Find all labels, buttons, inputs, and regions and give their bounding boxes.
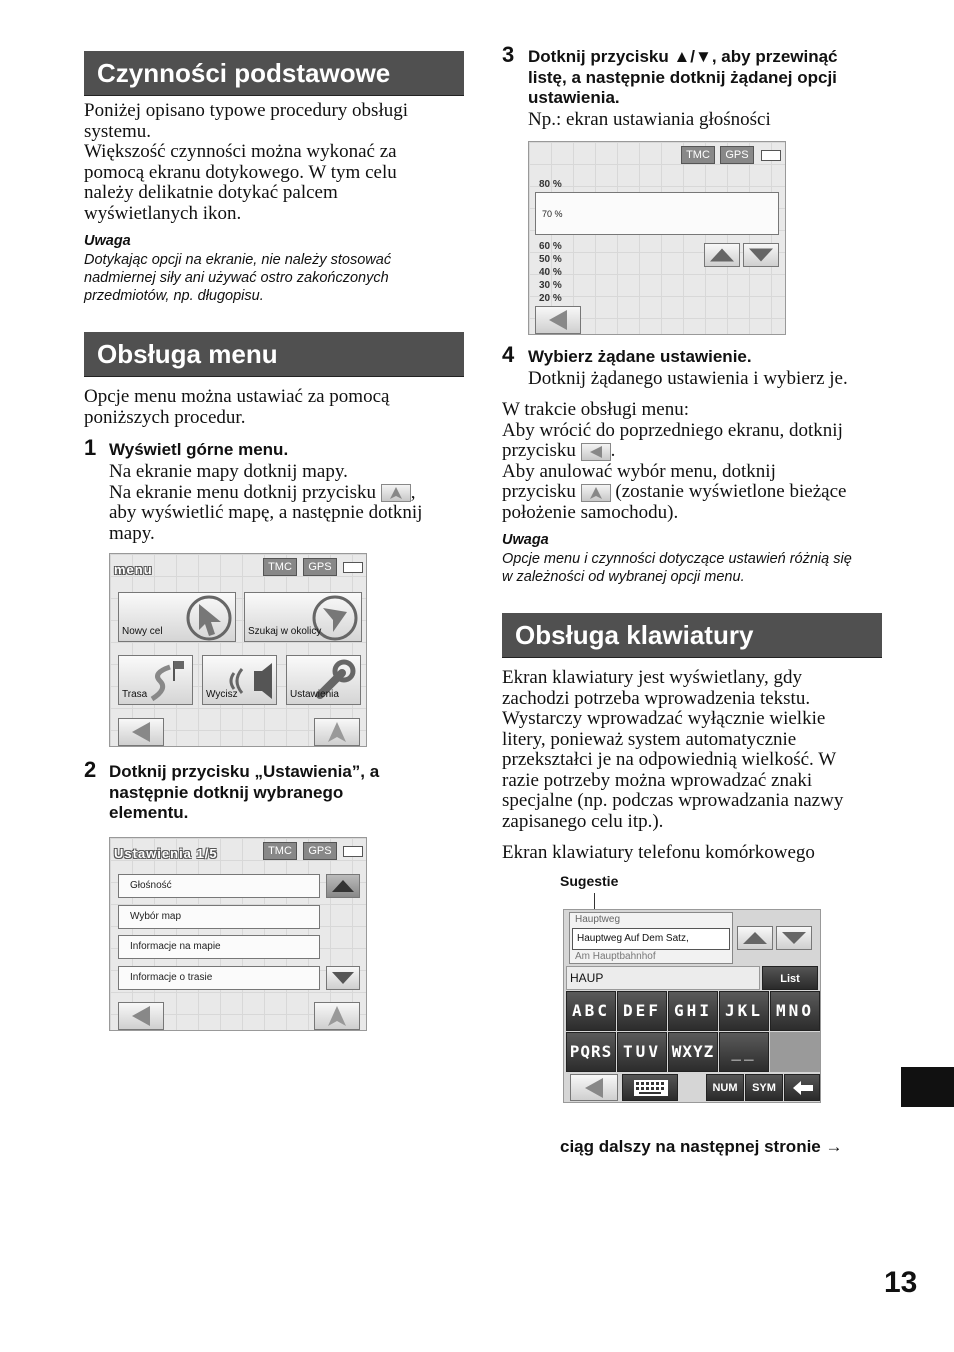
key-wxyz[interactable]: WXYZ xyxy=(668,1032,718,1072)
tile-label: Nowy cel xyxy=(122,626,163,637)
screen-title: Ustawienia 1/5 xyxy=(114,846,218,861)
tmc-badge: TMC xyxy=(263,558,297,576)
backspace-button[interactable] xyxy=(784,1074,820,1101)
section-header-menu-operation: Obsługa menu xyxy=(84,332,464,377)
tile-label: Trasa xyxy=(122,689,148,700)
text-line: ustawienia. xyxy=(528,88,620,107)
mute-tile[interactable] xyxy=(202,655,277,705)
text-line: litery, ponieważ system automatycznie xyxy=(502,728,797,750)
text-span: przycisku xyxy=(502,440,576,461)
step-number: 1 xyxy=(84,435,97,460)
settings-row-map-info[interactable]: Informacje na mapie xyxy=(118,935,320,959)
triangle-down-icon xyxy=(332,972,354,984)
note-line: Opcje menu i czynności dotyczące ustawień różnią się xyxy=(502,551,852,567)
step4-text: Dotknij żądanego ustawienia i wybierz je. xyxy=(528,368,848,389)
text-span: (zostanie wyświetlone bieżące xyxy=(615,481,847,502)
note-line: nadmiernej siły ani używać ostro zakończonych xyxy=(84,270,389,286)
gps-badge: GPS xyxy=(303,842,337,860)
key-space[interactable]: __ xyxy=(719,1032,769,1072)
note-line: Dotykając opcji na ekranie, nie należy stosować xyxy=(84,252,392,268)
scroll-down-button[interactable] xyxy=(776,926,812,950)
route-flag-icon xyxy=(148,659,188,703)
continued-on-next-page: ciąg dalszy na następnej stronie → xyxy=(560,1137,843,1156)
text-span: przycisku xyxy=(502,481,576,502)
arrow-left-icon xyxy=(132,722,150,742)
volume-level: 50 % xyxy=(539,254,562,265)
volume-level: 60 % xyxy=(539,241,562,252)
section-header-keyboard: Obsługa klawiatury xyxy=(502,613,882,658)
text-line: Ekran klawiatury jest wyświetlany, gdy xyxy=(502,667,803,688)
key-ghi[interactable]: GHI xyxy=(668,991,718,1031)
note-title: Uwaga xyxy=(84,233,131,249)
step2-text xyxy=(109,762,469,824)
text-line: poniższych procedur. xyxy=(84,406,246,428)
text-input[interactable]: HAUP xyxy=(566,966,760,990)
volume-screenshot xyxy=(528,141,786,335)
note-text xyxy=(84,251,464,305)
text-line: zachodzi potrzeba wprowadzenia tekstu. xyxy=(502,687,811,709)
step-title: Wyświetl górne menu. xyxy=(109,440,289,459)
text-line: Dotknij przycisku „Ustawienia”, a xyxy=(109,762,380,781)
key-jkl[interactable]: JKL xyxy=(719,991,769,1031)
keyboard-caption: Ekran klawiatury telefonu komórkowego xyxy=(502,842,815,863)
scroll-up-button[interactable] xyxy=(737,926,773,950)
scroll-up-button[interactable] xyxy=(326,874,360,898)
route-tile[interactable] xyxy=(118,655,193,705)
text-line: Poniżej opisano typowe procedury obsługi xyxy=(84,100,409,121)
keyboard-icon xyxy=(634,1080,668,1096)
tile-label: Wycisz xyxy=(206,689,238,700)
num-button[interactable]: NUM xyxy=(706,1074,744,1101)
battery-icon xyxy=(761,150,781,161)
map-button[interactable] xyxy=(314,718,360,746)
text-span: Na ekranie menu dotknij przycisku xyxy=(109,481,376,503)
section-tab-marker xyxy=(901,1067,954,1107)
navigation-arrow-icon xyxy=(328,722,346,742)
text-line xyxy=(502,482,887,503)
step-title: Wybierz żądane ustawienie. xyxy=(528,347,752,366)
text-line: Wystarczy wprowadzać wyłącznie wielkie xyxy=(502,708,826,729)
text-line: przekształci je na odpowiednią wielkość. W xyxy=(502,749,837,770)
volume-level: 30 % xyxy=(539,280,562,291)
section-header-basic-operations: Czynności podstawowe xyxy=(84,51,464,96)
key-abc[interactable]: ABC xyxy=(566,991,616,1031)
suggestion-item[interactable]: Hauptweg xyxy=(575,914,621,925)
text-line: elementu. xyxy=(109,803,189,822)
map-arrow-button-icon xyxy=(381,484,411,502)
text-line: specjalne (np. podczas wprowadzania nazwy xyxy=(502,790,844,811)
note-text xyxy=(502,550,887,586)
intro-paragraph xyxy=(84,101,464,224)
text-line: aby wyświetlić mapę, a następnie dotknij xyxy=(109,502,423,523)
new-destination-tile[interactable] xyxy=(118,592,236,642)
text-line xyxy=(502,441,887,462)
scroll-up-button[interactable] xyxy=(704,243,740,267)
text-line: mapy. xyxy=(109,522,155,544)
note-line: w zależności od wybranej opcji menu. xyxy=(502,569,745,585)
settings-row-route-info[interactable]: Informacje o trasie xyxy=(118,966,320,990)
text-span: . xyxy=(610,440,616,461)
menu-intro-paragraph xyxy=(84,387,464,428)
screen-title: menu xyxy=(114,562,153,577)
text-line: razie potrzeby można wprowadzać znaki xyxy=(502,769,813,791)
text-span: , xyxy=(410,481,416,503)
note-line: przedmiotów, np. długopisu. xyxy=(84,288,264,304)
keyboard-paragraph xyxy=(502,668,887,832)
key-mno[interactable]: MNO xyxy=(770,991,820,1031)
scroll-down-button[interactable] xyxy=(326,966,360,990)
key-pqrs[interactable]: PQRS xyxy=(566,1032,616,1072)
navigation-arrow-icon xyxy=(328,1006,346,1026)
volume-level: 80 % xyxy=(539,179,562,190)
sym-button[interactable]: SYM xyxy=(745,1074,783,1101)
tmc-badge: TMC xyxy=(263,842,297,860)
note-title: Uwaga xyxy=(502,532,549,548)
tile-label: Szukaj w okolicy xyxy=(248,626,322,637)
key-tuv[interactable]: TUV xyxy=(617,1032,667,1072)
volume-level: 20 % xyxy=(539,293,562,304)
settings-screenshot xyxy=(109,837,367,1031)
back-button[interactable] xyxy=(570,1074,618,1101)
triangle-up-icon xyxy=(743,932,767,944)
back-button[interactable] xyxy=(535,306,581,334)
arrow-left-icon xyxy=(585,1078,603,1098)
step3-text xyxy=(528,47,898,109)
keyboard-empty-slot xyxy=(770,1032,820,1072)
suggestion-item[interactable]: Am Hauptbahnhof xyxy=(575,951,656,962)
text-line: położenie samochodu). xyxy=(502,501,679,523)
callout-label: Sugestie xyxy=(560,873,619,889)
text-line: Dotknij przycisku ▲/▼, aby przewinąć xyxy=(528,47,838,66)
gps-badge: GPS xyxy=(720,146,754,164)
settings-tile[interactable] xyxy=(286,655,361,705)
keyboard-layout-button[interactable] xyxy=(622,1074,678,1101)
gps-badge: GPS xyxy=(303,558,337,576)
back-button[interactable] xyxy=(118,718,164,746)
settings-row-volume[interactable]: Głośność xyxy=(118,874,320,898)
text-line: Opcje menu można ustawiać za pomocą xyxy=(84,386,390,407)
text-line: Aby wrócić do poprzedniego ekranu, dotknij xyxy=(502,419,843,441)
page-number: 13 xyxy=(884,1266,918,1299)
keyboard-screenshot xyxy=(563,909,821,1103)
tile-label: Ustawienia xyxy=(290,689,339,700)
volume-level: 40 % xyxy=(539,267,562,278)
step-number: 4 xyxy=(502,342,515,367)
step-number: 3 xyxy=(502,42,515,67)
navigation-arrow-icon xyxy=(185,594,233,642)
search-nearby-tile[interactable] xyxy=(244,592,362,642)
triangle-down-icon xyxy=(749,249,773,262)
text-line: Aby anulować wybór menu, dotknij xyxy=(502,460,776,482)
scroll-down-button[interactable] xyxy=(743,243,779,267)
suggestion-list xyxy=(569,912,733,964)
text-line: systemu. xyxy=(84,120,152,142)
text-line: listę, a następnie dotknij żądanej opcji xyxy=(528,67,837,87)
text-line: wyświetlanych ikon. xyxy=(84,202,242,224)
map-arrow-button-icon xyxy=(581,484,611,502)
triangle-down-icon xyxy=(782,932,806,944)
volume-selected-row[interactable]: 70 % xyxy=(535,192,779,235)
example-text: Np.: ekran ustawiania głośności xyxy=(528,109,771,130)
text-line: następnie dotknij wybranego xyxy=(109,782,344,802)
back-button[interactable] xyxy=(118,1002,164,1030)
map-button[interactable] xyxy=(314,1002,360,1030)
suggestion-item-selected[interactable]: Hauptweg Auf Dem Satz, xyxy=(572,928,730,950)
text-line: W trakcie obsługi menu: xyxy=(502,399,689,420)
menu-screenshot xyxy=(109,553,367,747)
settings-row-map-selection[interactable]: Wybór map xyxy=(118,905,320,929)
step1-text xyxy=(109,462,469,544)
menu-help-paragraph xyxy=(502,400,887,523)
step-number: 2 xyxy=(84,757,97,782)
battery-icon xyxy=(343,846,363,857)
text-line: Na ekranie mapy dotknij mapy. xyxy=(109,461,348,482)
triangle-up-icon xyxy=(332,880,354,892)
battery-icon xyxy=(343,562,363,573)
text-line: pomocą ekranu dotykowego. W tym celu xyxy=(84,161,397,183)
text-line xyxy=(109,483,469,504)
list-button[interactable]: List xyxy=(762,966,818,990)
key-def[interactable]: DEF xyxy=(617,991,667,1031)
tmc-badge: TMC xyxy=(681,146,715,164)
text-line: Większość czynności można wykonać za xyxy=(84,141,397,162)
text-line: zapisanego celu itp.). xyxy=(502,810,664,832)
back-arrow-button-icon xyxy=(581,443,611,461)
text-line: należy delikatnie dotykać palcem xyxy=(84,182,338,203)
backspace-arrow-icon xyxy=(793,1081,813,1095)
arrow-left-icon xyxy=(132,1006,150,1026)
arrow-left-icon xyxy=(549,310,567,330)
triangle-up-icon xyxy=(710,249,734,262)
